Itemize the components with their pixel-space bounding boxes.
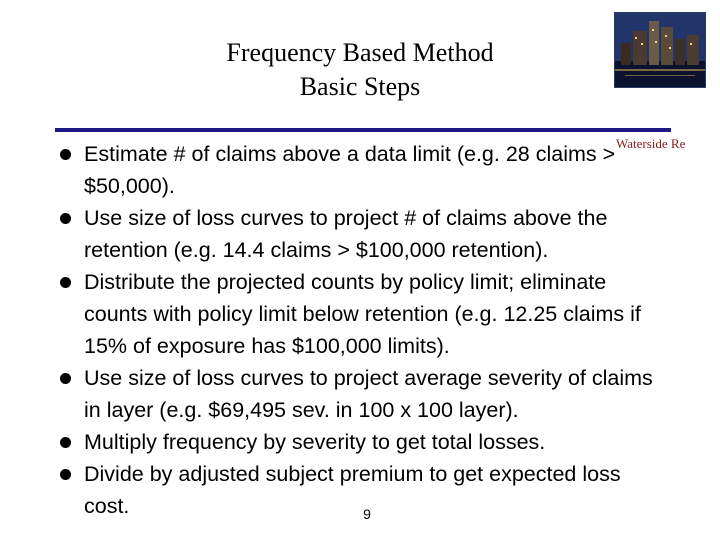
bullet-item (60, 362, 670, 426)
waterside-logo-image (614, 12, 706, 88)
slide-title-line-1: Frequency Based Method (226, 38, 494, 67)
city-skyline-icon (615, 13, 705, 87)
bullet-dot-icon (60, 149, 71, 160)
bullet-item (60, 138, 670, 202)
bullet-dot-icon (60, 469, 71, 480)
bullet-text: Multiply frequency by severity to get total losses. (84, 430, 546, 454)
bullet-text: Use size of loss curves to project # of claims above the retention (e.g. 14.4 claims > $100,000 retention). (84, 206, 608, 262)
bullet-text: Distribute the projected counts by policy limit; eliminate counts with policy limit below retention (e.g. 12.25 claims if 15% of exposure has $100,000 limits). (84, 270, 641, 358)
bullet-dot-icon (60, 437, 71, 448)
bullet-text: Use size of loss curves to project average severity of claims in layer (e.g. $69,495 sev. in 100 x 100 layer). (84, 366, 653, 422)
slide-title (0, 36, 720, 104)
bullet-item (60, 426, 670, 458)
page-number: 9 (363, 506, 371, 522)
logo-caption: Waterside Re (616, 136, 686, 151)
slide-title-line-2: Basic Steps (299, 72, 421, 101)
bullet-dot-icon (60, 213, 71, 224)
bullet-text: Divide by adjusted subject premium to get expected loss cost. (84, 462, 621, 518)
bullet-item (60, 202, 670, 266)
bullet-dot-icon (60, 373, 71, 384)
bullet-dot-icon (60, 277, 71, 288)
bullet-list (60, 138, 670, 522)
bullet-item (60, 266, 670, 362)
title-divider (55, 128, 671, 132)
bullet-text: Estimate # of claims above a data limit (e.g. 28 claims > $50,000). (84, 142, 616, 198)
